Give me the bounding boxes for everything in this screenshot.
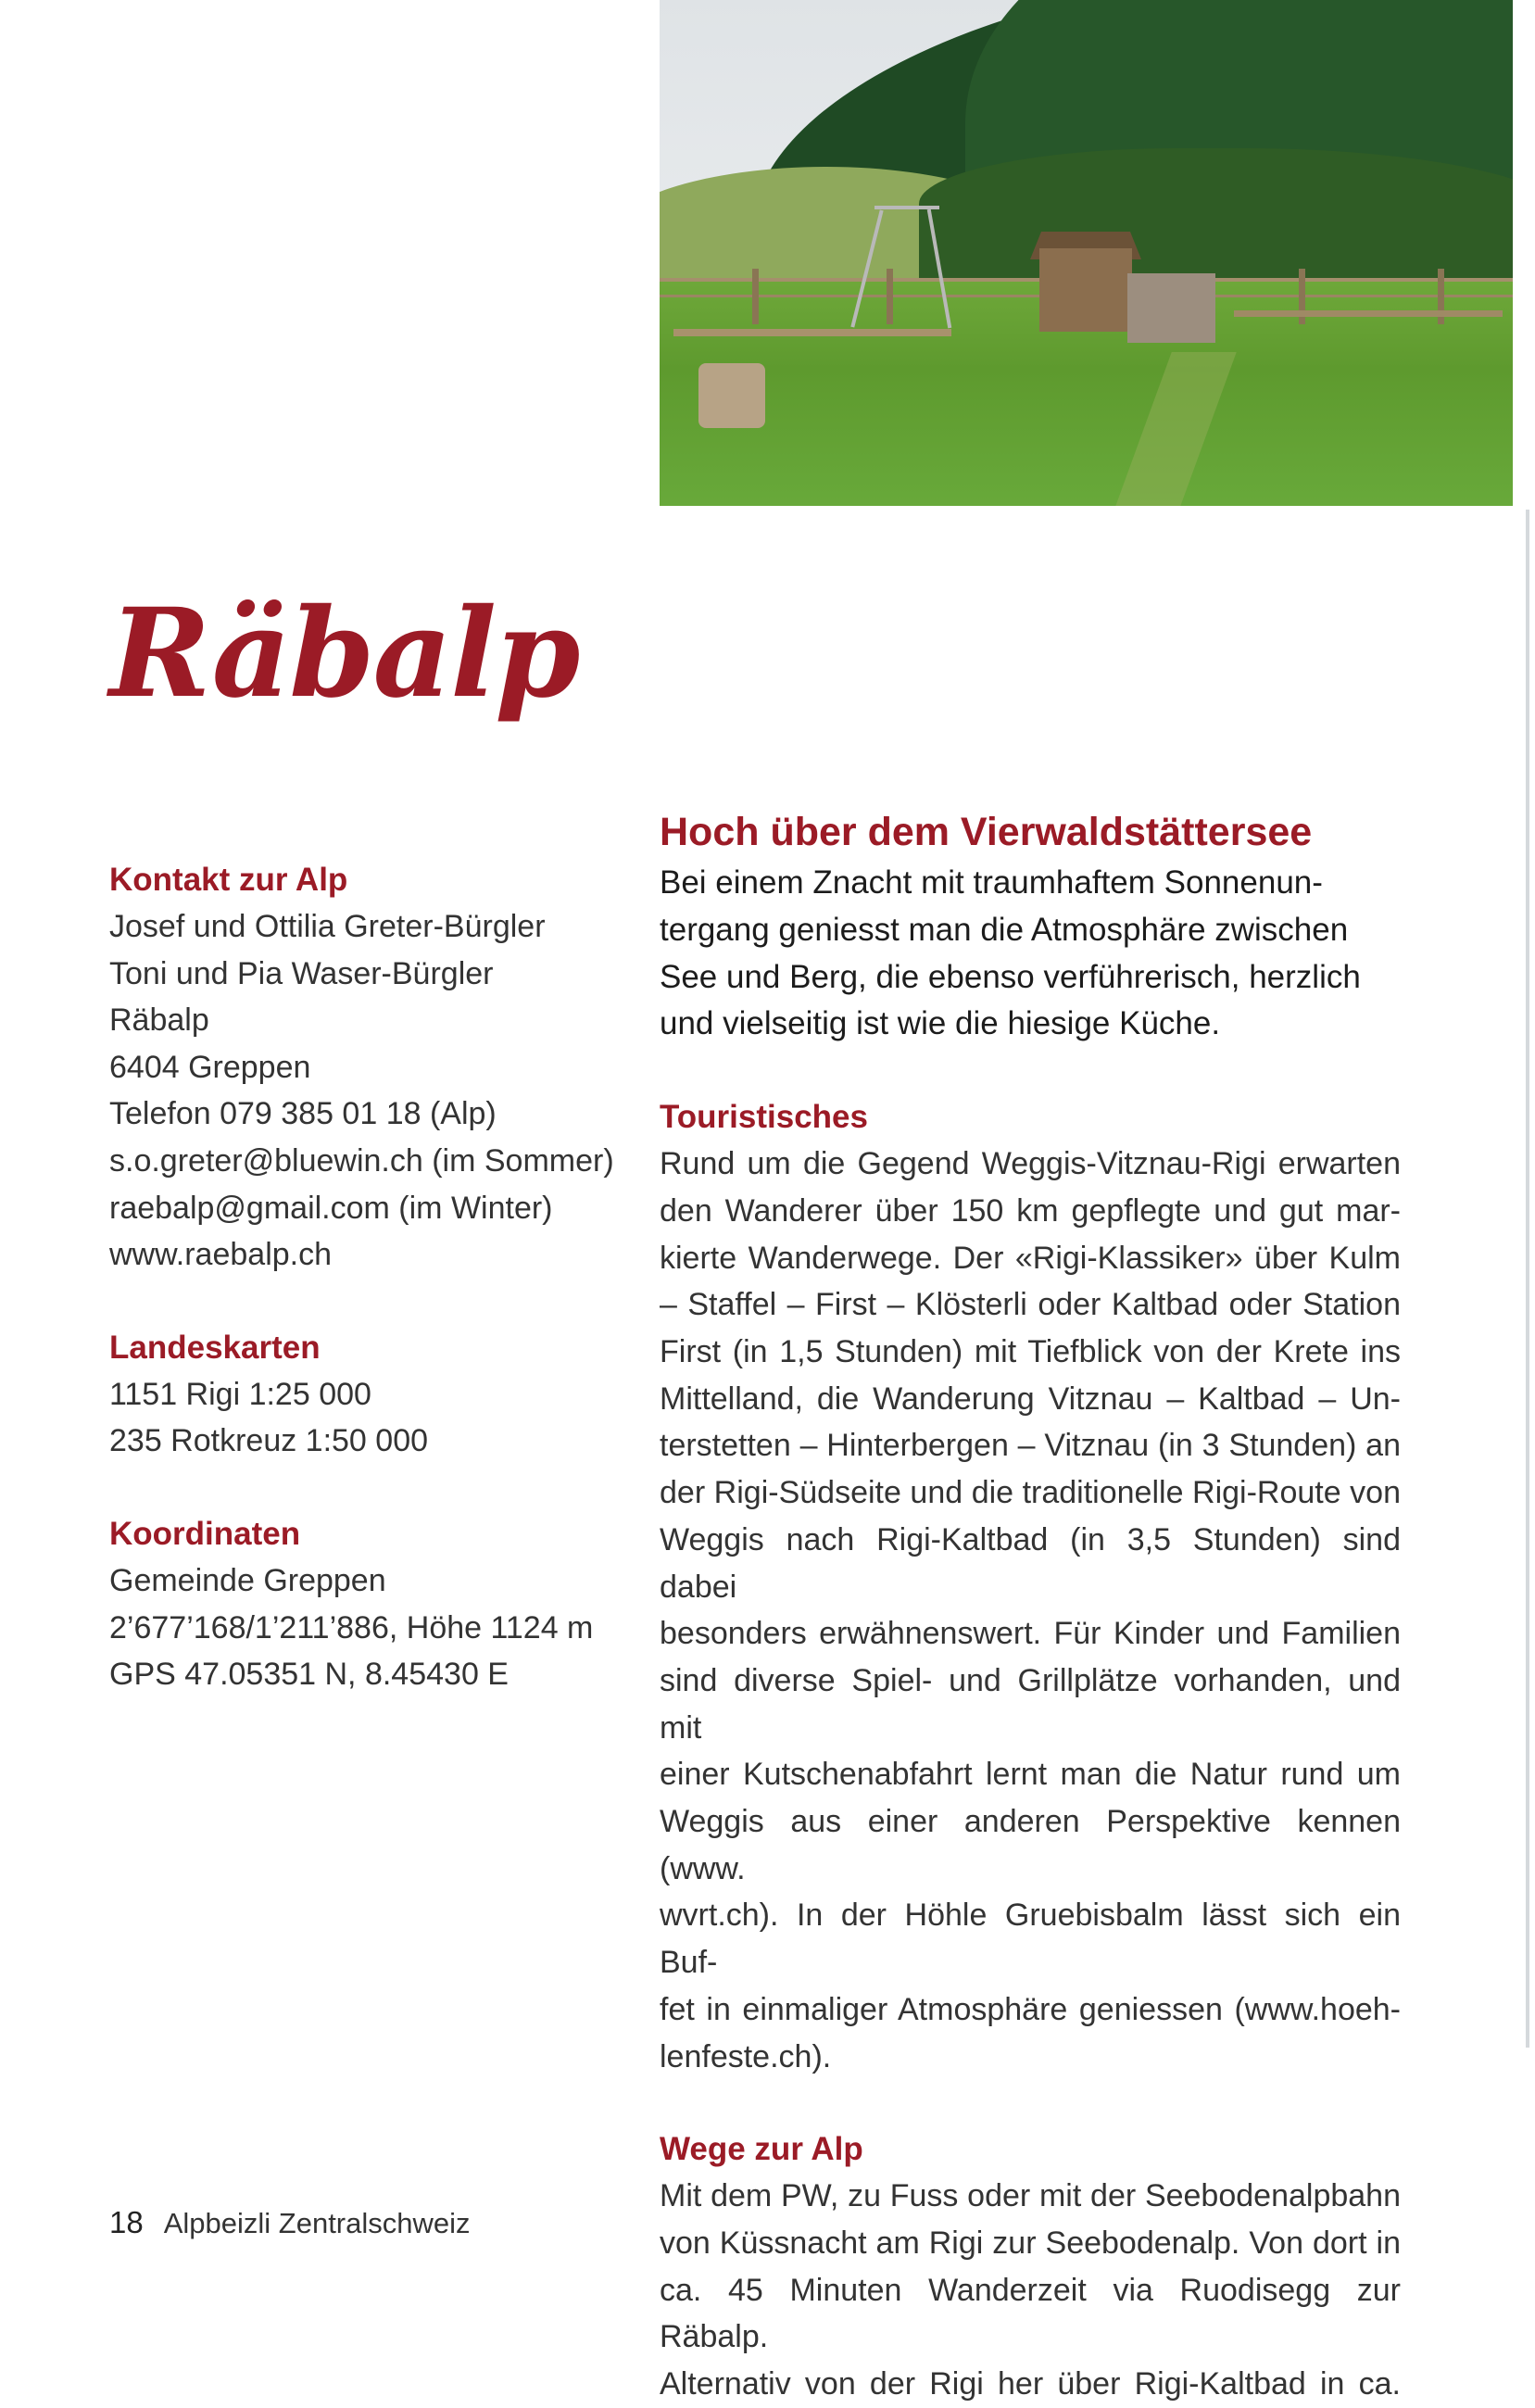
page-number: 18 (109, 2205, 144, 2239)
page-title: Räbalp (109, 582, 579, 725)
map-line: 1151 Rigi 1:25 000 (109, 1376, 371, 1412)
tourism-text (660, 1141, 1401, 2080)
contact-line: Räbalp (109, 1002, 209, 1039)
contact-heading: Kontakt zur Alp (109, 862, 348, 898)
contact-line: Josef und Ottilia Greter-Bürgler (109, 909, 546, 944)
alp-playground-photo (660, 0, 1513, 506)
tourism-line: – Staffel – First – Klösterli oder Kaltbad oder Station (660, 1287, 1401, 1323)
tourism-line: Mittelland, die Wanderung Vitznau – Kaltbad – Un- (660, 1381, 1401, 1417)
contact-line: 6404 Greppen (109, 1049, 311, 1085)
routes-line: Mit dem PW, zu Fuss oder mit der Seebodenalpbahn (660, 2178, 1401, 2214)
maps-heading: Landeskarten (109, 1329, 321, 1366)
intro-line: Bei einem Znacht mit traumhaftem Sonnenun- (660, 864, 1323, 901)
coordinates-line: 2’677’168/1’211’886, Höhe 1124 m (109, 1609, 594, 1645)
email-summer-link[interactable]: s.o.greter@bluewin.ch (im Sommer) (109, 1142, 614, 1179)
routes-text (660, 2173, 1401, 2408)
tourism-line: Weggis aus einer anderen Perspektive kennen (www. (660, 1804, 1401, 1886)
intro-line: See und Berg, die ebenso verführerisch, herzlich (660, 958, 1361, 995)
page-footer (109, 2205, 471, 2240)
phone-number: Telefon 079 385 01 18 (Alp) (109, 1096, 497, 1132)
coordinates-heading: Koordinaten (109, 1515, 301, 1552)
routes-heading: Wege zur Alp (660, 2131, 863, 2168)
tourism-line: besonders erwähnenswert. Für Kinder und Familien (660, 1616, 1401, 1652)
routes-line: von Küssnacht am Rigi zur Seebodenalp. Von dort in (660, 2225, 1401, 2261)
article-column (660, 804, 1401, 2408)
page-edge-bar (1526, 510, 1529, 2048)
tourism-line: First (in 1,5 Stunden) mit Tiefblick von der Krete ins (660, 1334, 1401, 1369)
tourism-line: sind diverse Spiel- und Grillplätze vorhanden, und mit (660, 1662, 1401, 1746)
tourism-line: kierte Wanderwege. Der «Rigi-Klassiker» über Kulm (660, 1240, 1401, 1276)
email-winter-link[interactable]: raebalp@gmail.com (im Winter) (109, 1190, 553, 1226)
tourism-line: wvrt.ch). In der Höhle Gruebisbalm lässt sich ein Buf- (660, 1897, 1401, 1981)
intro-line: und vielseitig ist wie die hiesige Küche. (660, 1005, 1221, 1042)
publication-name: Alpbeizli Zentralschweiz (163, 2207, 471, 2239)
map-line: 235 Rotkreuz 1:50 000 (109, 1423, 429, 1459)
tourism-heading: Touristisches (660, 1099, 868, 1136)
info-column (109, 857, 628, 1745)
maps-section (109, 1325, 628, 1465)
tourism-line: der Rigi-Südseite und die traditionelle Rigi-Route von (660, 1475, 1401, 1511)
tourism-line: den Wanderer über 150 km gepflegte und gut mar- (660, 1192, 1401, 1229)
tourism-line: einer Kutschenabfahrt lernt man die Natur rund um (660, 1757, 1401, 1793)
tourism-line: lenfeste.ch). (660, 2038, 832, 2074)
tourism-line: fet in einmaliger Atmosphäre geniessen (www.hoeh- (660, 1991, 1401, 2027)
routes-line: ca. 45 Minuten Wanderzeit via Ruodisegg zur Räbalp. (660, 2272, 1401, 2355)
intro-line: tergang geniesst man die Atmosphäre zwischen (660, 911, 1349, 948)
website-link[interactable]: www.raebalp.ch (109, 1237, 333, 1273)
tourism-line: Rund um die Gegend Weggis-Vitznau-Rigi erwarten (660, 1146, 1401, 1182)
coordinates-section (109, 1511, 628, 1698)
intro-heading: Hoch über dem Vierwaldstättersee (660, 810, 1313, 854)
routes-line: Alternativ von der Rigi her über Rigi-Kaltbad in ca. (660, 2366, 1401, 2402)
coordinates-line: GPS 47.05351 N, 8.45430 E (109, 1657, 509, 1693)
intro-text (660, 860, 1401, 1048)
tourism-line: Weggis nach Rigi-Kaltbad (in 3,5 Stunden) sind dabei (660, 1521, 1401, 1605)
coordinates-line: Gemeinde Greppen (109, 1562, 386, 1598)
contact-line: Toni und Pia Waser-Bürgler (109, 955, 494, 991)
contact-section (109, 857, 628, 1279)
tourism-line: terstetten – Hinterbergen – Vitznau (in 3 Stunden) an (660, 1428, 1401, 1464)
